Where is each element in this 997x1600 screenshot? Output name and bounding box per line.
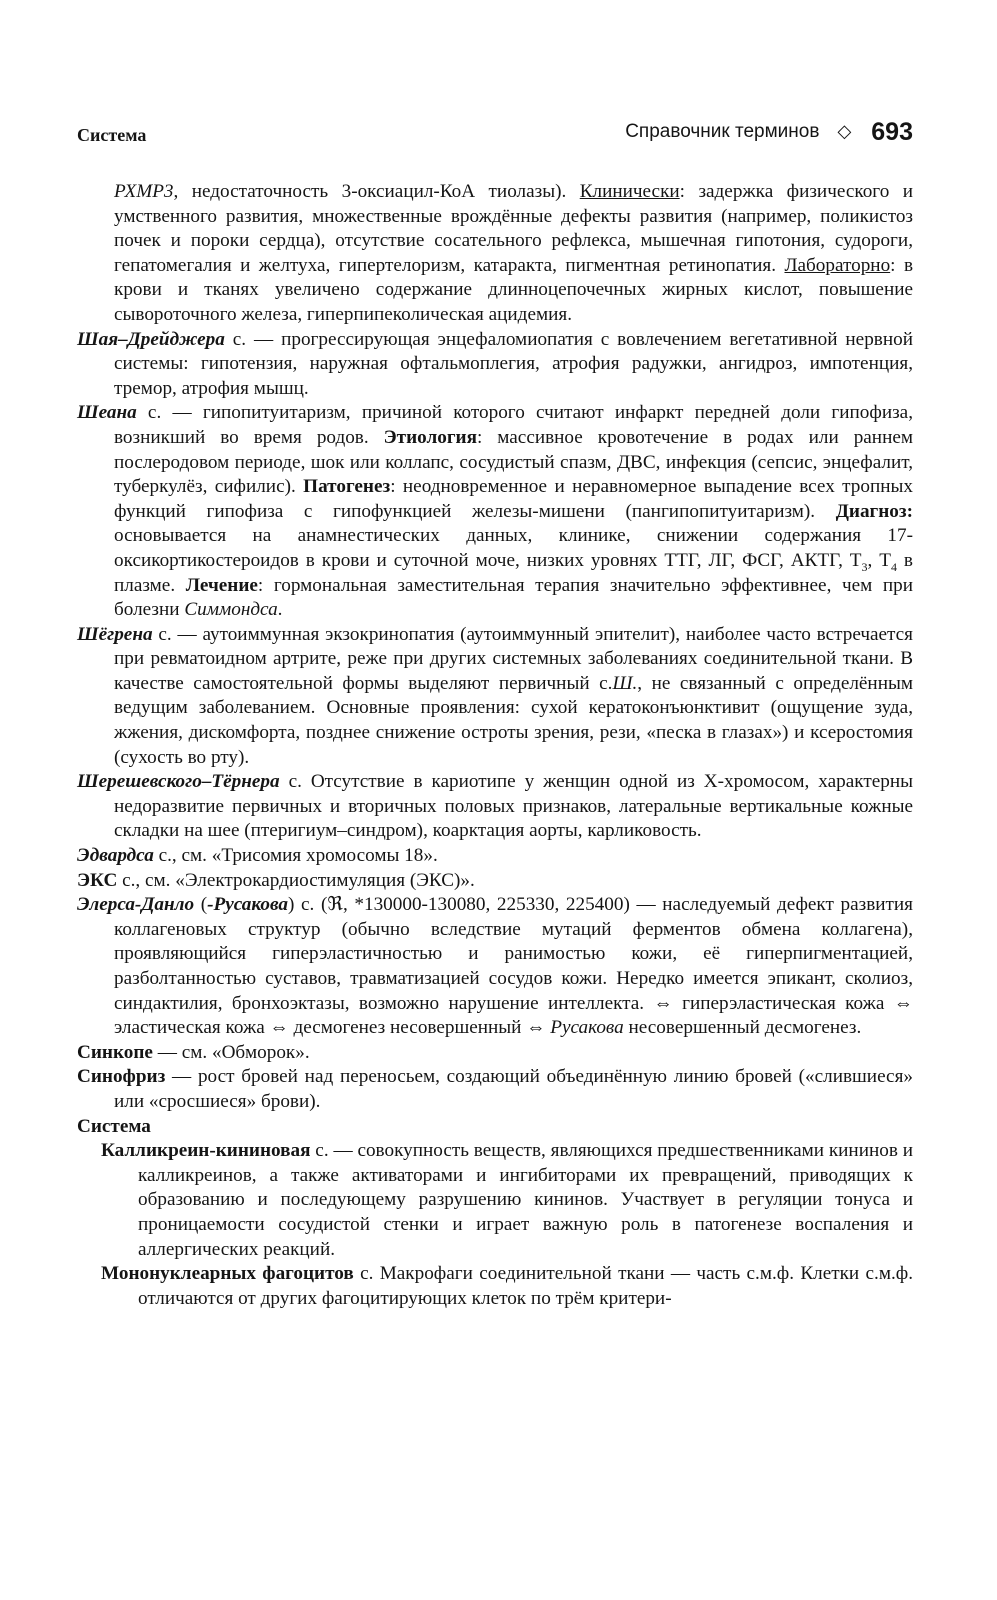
text-run: , не связанный с определённым ведущим заболеванием. Основные проявления: сухой кератоконъюнктивит (ощущение зуда, жжения, дискомфорта, позднее снижение остроты зрения, рези, «песка в глазах») и ксеростомия (сухость во рту).	[114, 672, 914, 768]
text-run: с. — гипопитуитаризм, причиной которого считают инфаркт передней доли гипофиза, возникший во время родов.	[114, 402, 913, 448]
entry-term: Шеана	[77, 402, 137, 424]
gene-name: РХМР3	[114, 181, 174, 202]
text-run: : гормональная заместительная терапия значительно эффективнее, чем при болезни	[114, 574, 914, 621]
abbreviation: Ш.	[612, 672, 638, 694]
entry-ehlers-danlos	[77, 893, 913, 1041]
entry-definition: с. Макрофаги соединительной ткани — часть с.м.ф. Клетки с.м.ф. отличаются от других фагоцитирующих клеток по трём критери-	[138, 1263, 913, 1309]
entry-eks	[77, 869, 913, 894]
entry-mononuclear-phagocytes	[77, 1262, 913, 1311]
entry-term-alt: -Русакова	[207, 894, 289, 916]
entry-synophrys	[77, 1065, 913, 1114]
entry-syncope	[77, 1041, 913, 1066]
section-heading-system: Система	[77, 1115, 151, 1137]
entry-edwards	[77, 844, 913, 869]
entry-kallikrein-kinin	[77, 1139, 913, 1262]
entry-sheehan	[77, 401, 913, 622]
cross-reference: Русакова	[550, 1017, 624, 1039]
text-run: (	[194, 894, 208, 916]
header-section-title: Система	[77, 125, 147, 145]
entry-term: Мононуклеарных фагоцитов	[101, 1263, 354, 1285]
subheading-laboratory: Лабораторно	[784, 254, 891, 276]
text-run: : массивное кровотечение в родах или раннем послеродовом периоде, шок или коллапс, сосудистый спазм, ДВС, инфекция (сепсис, энцефалит, туберкулёз, сифилис).	[114, 426, 913, 498]
entry-definition: с. Отсутствие в кариотипе у женщин одной из X-хромосом, характерны недоразвитие первичных и вторичных половых признаков, латеральные вертикальные кожные складки на шее (птеригиум–синдром), коарктация аорты, карликовость.	[114, 771, 913, 842]
entry-shereshevsky-turner	[77, 770, 913, 844]
running-header	[77, 118, 913, 152]
text-run: : в крови и тканях увеличено содержание длинноцепочечных жирных кислот, повышение сывороточного железа, гиперпипеколическая ацидемия.	[114, 254, 913, 325]
subscript: 4	[890, 559, 897, 574]
entry-definition: с., см. «Электрокардиостимуляция (ЭКС)».	[117, 869, 475, 891]
text-run: в плазме.	[114, 549, 913, 596]
subheading-treatment: Лечение	[185, 574, 258, 596]
entry-definition: с. — прогрессирующая энцефаломиопатия с вовлечением вегетативной нервной системы: гипотензия, наружная офтальмоплегия, атрофия радужки, ангидроз, импотенция, тремор, атрофия мышц.	[114, 328, 913, 399]
page-number: 693	[871, 118, 913, 146]
entry-definition: — рост бровей над переносьем, создающий объединённую линию бровей («слившиеся» или «сросшиеся» брови).	[114, 1066, 913, 1112]
text-run: с. — аутоиммунная экзокринопатия (аутоиммунный эпителит), наиболее часто встречается при ревматоидном артрите, реже при других системных заболеваниях соединительной ткани. В качестве самостоятельной формы выделяют первичный с.	[114, 623, 913, 694]
entry-term: Шёгрена	[77, 623, 153, 645]
text-run: ) с. (ℜ, *130000-130080, 225330, 225400) — наследуемый дефект развития коллагеновых структур (обычно вследствие мутаций ферментов обмена коллагена), проявляющийся гиперэластичностью и ранимостью кожи, её гиперпигментацией, разболтанностью суставов, травматизацией сосудов кожи. Нередко имеется эпикант, сколиоз, синдактилия, бронхоэктазы, возможно нарушение интеллекта. ⇔ гиперэластическая кожа ⇔ эластическая кожа ⇔ десмогенез несовершенный ⇔	[114, 894, 913, 1039]
entry-term: Элерса-Данло	[77, 894, 195, 916]
text-run: несовершенный десмогенез.	[623, 1017, 862, 1039]
entry-term: Шая–Дрейджера	[77, 328, 225, 350]
text-run: : неодновременное и неравномерное выпадение всех тропных функций гипофиза с гипофункцией железы-мишени (пангипопитуитаризм).	[114, 476, 913, 522]
page-body	[77, 180, 913, 1311]
diamond-ornament-icon: ◇	[837, 121, 852, 142]
subheading-diagnosis: Диагноз:	[835, 500, 913, 522]
text-run: .	[277, 599, 283, 621]
subheading-etiology: Этиология	[383, 426, 477, 448]
subscript: 3	[861, 559, 868, 574]
cross-reference: Симмондса	[184, 599, 278, 621]
entry-definition: с., см. «Трисомия хромосомы 18».	[153, 845, 438, 867]
entry-shy-drager	[77, 328, 913, 402]
entry-term: Синофриз	[77, 1066, 166, 1088]
entry-sjogren	[77, 623, 913, 771]
entry-term: ЭКС	[77, 869, 118, 891]
subheading-clinical: Клинически	[579, 181, 680, 202]
text-run: основывается на анамнестических данных, клинике, снижении содержания 17-оксикортикостероидов в крови и суточной моче, низких уровнях ТТГ, ЛГ, ФСГ, АКТГ, Т	[114, 525, 913, 571]
header-right	[625, 118, 913, 147]
entry-term: Калликреин-кининовая	[101, 1140, 311, 1162]
entry-term: Шерешевского–Тёрнера	[77, 771, 280, 793]
subheading-pathogenesis: Патогенез	[303, 476, 391, 498]
paragraph-continuation	[77, 180, 913, 328]
entry-term: Синкопе	[77, 1041, 153, 1063]
header-reference-title: Справочник терминов	[625, 121, 820, 142]
entry-definition: — см. «Обморок».	[152, 1041, 310, 1063]
text-run: : задержка физического и умственного развития, множественные врождённые дефекты развития (например, поликистоз почек и пороки сердца), отсутствие сосательного рефлекса, мышечная гипотония, судороги, гепатомегалия и желтуха, гипертелоризм, катаракта, пигментная ретинопатия.	[114, 181, 913, 276]
entry-definition: с. — совокупность веществ, являющихся предшественниками кининов и калликреинов, а также активаторами и ингибиторами их превращений, приводящих к образованию и последующему разрушению кининов. Участвует в регуляции тонуса и проницаемости сосудистой стенки и играет важную роль в патогенезе воспаления и аллергических реакций.	[138, 1140, 913, 1260]
text-run: , недостаточность 3-оксиацил-КоА тиолазы).	[173, 181, 580, 202]
entry-term: Эдвардса	[77, 845, 154, 867]
text-run: , Т	[867, 549, 891, 571]
